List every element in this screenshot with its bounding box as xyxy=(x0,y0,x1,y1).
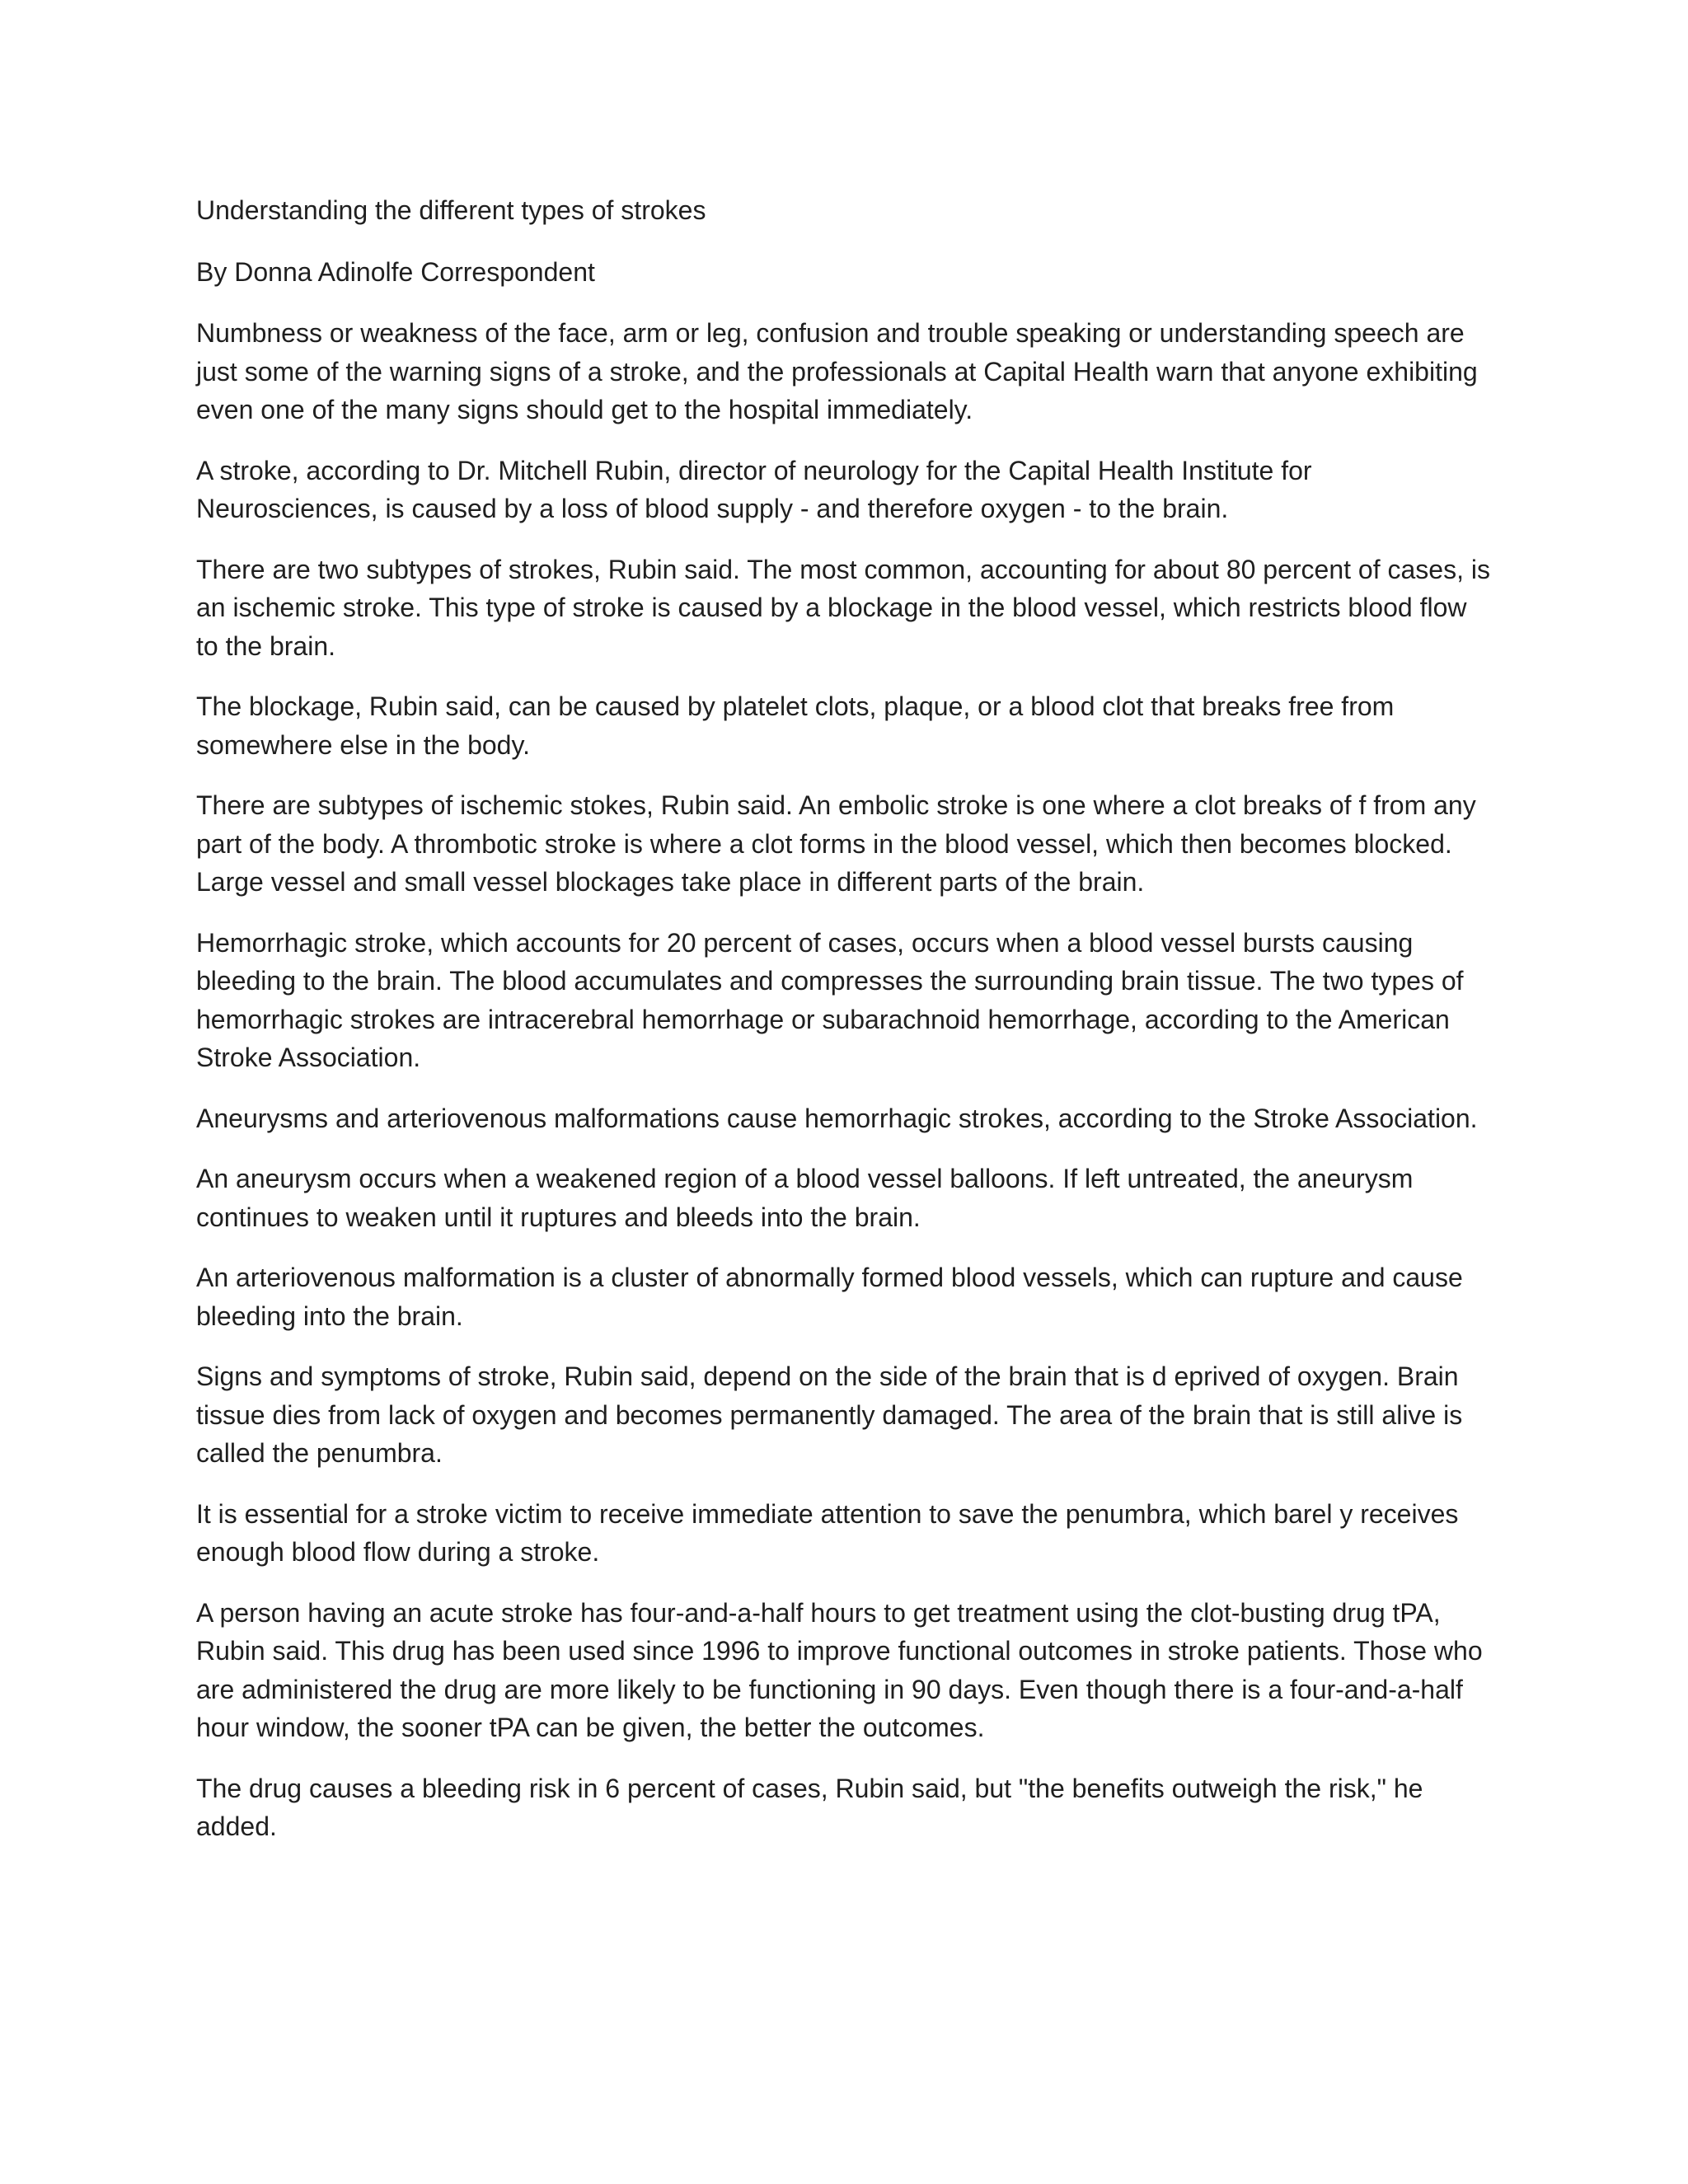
paragraph-12: A person having an acute stroke has four-and-a-half hours to get treatment using the clot-busting drug tPA, Rubin said. This drug has been used since 1996 to improve functional outcomes in stroke patients. Those who are administered the drug are more likely to be functioning in 90 days. Even though there is a four-and-a-half hour window, the sooner tPA can be given, the better the outcomes. xyxy=(196,1597,1483,1742)
article-body xyxy=(196,191,1492,1868)
paragraph-11: It is essential for a stroke victim to receive immediate attention to save the penumbra, which barel y receives enough blood flow during a stroke. xyxy=(196,1498,1459,1567)
paragraph-9: An arteriovenous malformation is a cluster of abnormally formed blood vessels, which can rupture and cause bleeding into the brain. xyxy=(196,1263,1463,1331)
paragraph-6: Hemorrhagic stroke, which accounts for 20 percent of cases, occurs when a blood vessel bursts causing bleeding to the brain. The blood accumulates and compresses the surrounding brain tissue. The two types of hemorrhagic strokes are intracerebral hemorrhage or subarachnoid hemorrhage, according to the American Stroke Association. xyxy=(196,927,1464,1072)
paragraph-4: The blockage, Rubin said, can be caused by platelet clots, plaque, or a blood clot that breaks free from somewhere else in the body. xyxy=(196,691,1395,760)
article-title: Understanding the different types of strokes xyxy=(196,195,706,225)
paragraph-1: Numbness or weakness of the face, arm or leg, confusion and trouble speaking or understanding speech are just some of the warning signs of a stroke, and the professionals at Capital Health warn that anyone exhibiting even one of the many signs should get to the hospital immediately. xyxy=(196,318,1478,424)
paragraph-13: The drug causes a bleeding risk in 6 percent of cases, Rubin said, but "the benefits outweigh the risk," he added. xyxy=(196,1773,1423,1841)
paragraph-10: Signs and symptoms of stroke, Rubin said, depend on the side of the brain that is d eprived of oxygen. Brain tissue dies from lack of oxygen and becomes permanently damaged. The area of the brain that is still alive is called the penumbra. xyxy=(196,1361,1463,1468)
paragraph-5: There are subtypes of ischemic stokes, Rubin said. An embolic stroke is one where a clot breaks of f from any part of the body. A thrombotic stroke is where a clot forms in the blood vessel, which then becomes blocked. Large vessel and small vessel blockages take place in different parts of the brain. xyxy=(196,790,1476,897)
paragraph-2: A stroke, according to Dr. Mitchell Rubin, director of neurology for the Capital Health Institute for Neurosciences, is caused by a loss of blood supply - and therefore oxygen - to the brain. xyxy=(196,455,1312,523)
article-byline: By Donna Adinolfe Correspondent xyxy=(196,256,595,287)
paragraph-7: Aneurysms and arteriovenous malformations cause hemorrhagic strokes, according to the Stroke Association. xyxy=(196,1103,1478,1133)
paragraph-8: An aneurysm occurs when a weakened region of a blood vessel balloons. If left untreated, the aneurysm continues to weaken until it ruptures and bleeds into the brain. xyxy=(196,1164,1414,1232)
paragraph-3: There are two subtypes of strokes, Rubin said. The most common, accounting for about 80 percent of cases, is an ischemic stroke. This type of stroke is caused by a blockage in the blood vessel, which restricts blood flow to the brain. xyxy=(196,554,1490,661)
